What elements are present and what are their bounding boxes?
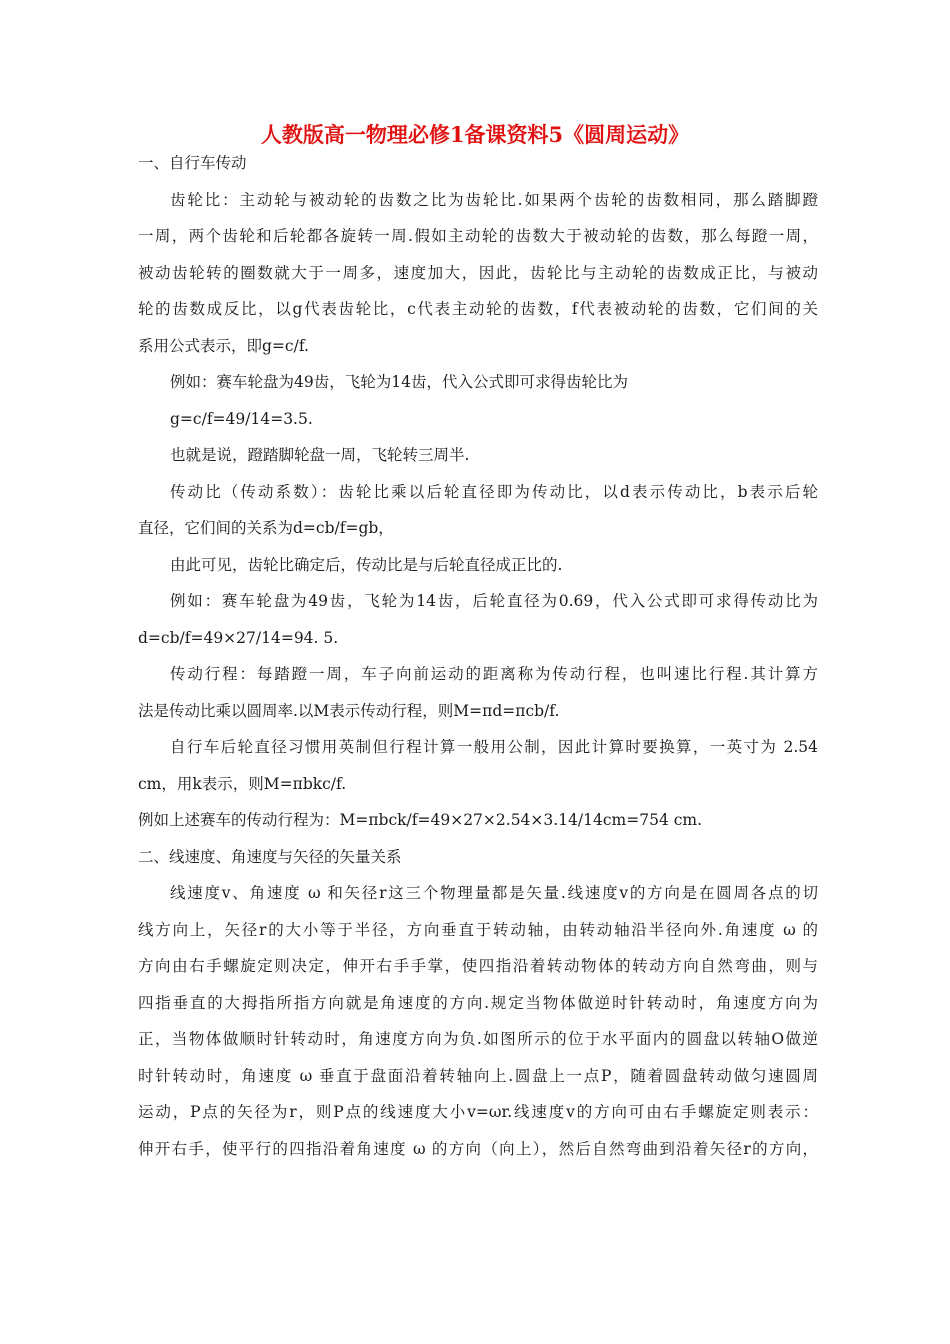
text-line: 一、自行车传动 — [138, 154, 247, 172]
text-line: 四指垂直的大拇指所指方向就是角速度的方向.规定当物体做逆时针转动时，角速度方向为 — [138, 993, 818, 1012]
text-line: 例如上述赛车的传动行程为：M=πbck/f=49×27×2.54×3.14/14cm=754 cm. — [138, 811, 703, 829]
text-line: 线方向上，矢径r的大小等于半径，方向垂直于转动轴，由转动轴沿半径向外.角速度 ω 的 — [138, 920, 818, 939]
text-line: 被动齿轮转的圈数就大于一周多，速度加大，因此，齿轮比与主动轮的齿数成正比，与被动 — [138, 263, 818, 282]
text-line: 轮的齿数成反比，以g代表齿轮比，c代表主动轮的齿数，f代表被动轮的齿数，它们间的关 — [138, 300, 818, 318]
text-line: 正，当物体做顺时针转动时，角速度方向为负.如图所示的位于水平面内的圆盘以转轴O做逆 — [138, 1030, 818, 1048]
text-line: 时针转动时，角速度 ω 垂直于盘面沿着转轴向上.圆盘上一点P，随着圆盘转动做匀速圆周 — [138, 1066, 818, 1085]
text-line: d=cb/f=49×27/14=94. 5. — [138, 628, 339, 647]
document-title: 人教版高一物理必修1备课资料5《圆周运动》 — [260, 122, 690, 147]
document-body — [138, 150, 818, 1172]
text-line: cm，用k表示，则M=πbkc/f. — [138, 774, 347, 793]
text-line: 传动比（传动系数）：齿轮比乘以后轮直径即为传动比，以d表示传动比，b表示后轮 — [170, 482, 818, 501]
text-line: 法是传动比乘以圆周率.以M表示传动行程，则M=πd=πcb/f. — [138, 701, 560, 720]
text-line: g=c/f=49/14=3.5. — [170, 409, 313, 428]
text-line: 运动，P点的矢径为r，则P点的线速度大小v=ωr.线速度v的方向可由右手螺旋定则表示： — [138, 1103, 818, 1121]
text-line: 方向由右手螺旋定则决定，伸开右手手掌，使四指沿着转动物体的转动方向自然弯曲，则与 — [138, 957, 818, 975]
text-line: 由此可见，齿轮比确定后，传动比是与后轮直径成正比的. — [170, 555, 563, 574]
text-line: 例如：赛车轮盘为49齿，飞轮为14齿，代入公式即可求得齿轮比为 — [170, 373, 628, 391]
text-line: 系用公式表示，即g=c/f. — [138, 336, 309, 355]
text-line: 伸开右手，使平行的四指沿着角速度 ω 的方向（向上），然后自然弯曲到沿着矢径r的方向， — [138, 1139, 818, 1158]
text-line: 二、线速度、角速度与矢径的矢量关系 — [138, 847, 402, 866]
text-line: 自行车后轮直径习惯用英制但行程计算一般用公制，因此计算时要换算，一英寸为 2.54 — [170, 738, 818, 756]
text-line: 直径，它们间的关系为d=cb/f=gb， — [138, 519, 394, 537]
text-line: 一周，两个齿轮和后轮都各旋转一周.假如主动轮的齿数大于被动轮的齿数，那么每蹬一周， — [138, 227, 818, 245]
text-line: 传动行程：每踏蹬一周，车子向前运动的距离称为传动行程，也叫速比行程.其计算方 — [170, 665, 818, 683]
text-line: 例如：赛车轮盘为49齿，飞轮为14齿，后轮直径为0.69，代入公式即可求得传动比为 — [170, 592, 818, 610]
text-line: 线速度v、角速度 ω 和矢径r这三个物理量都是矢量.线速度v的方向是在圆周各点的切 — [170, 884, 818, 902]
text-line: 也就是说，蹬踏脚轮盘一周，飞轮转三周半. — [170, 446, 470, 464]
text-line: 齿轮比：主动轮与被动轮的齿数之比为齿轮比.如果两个齿轮的齿数相同，那么踏脚蹬 — [170, 190, 818, 209]
